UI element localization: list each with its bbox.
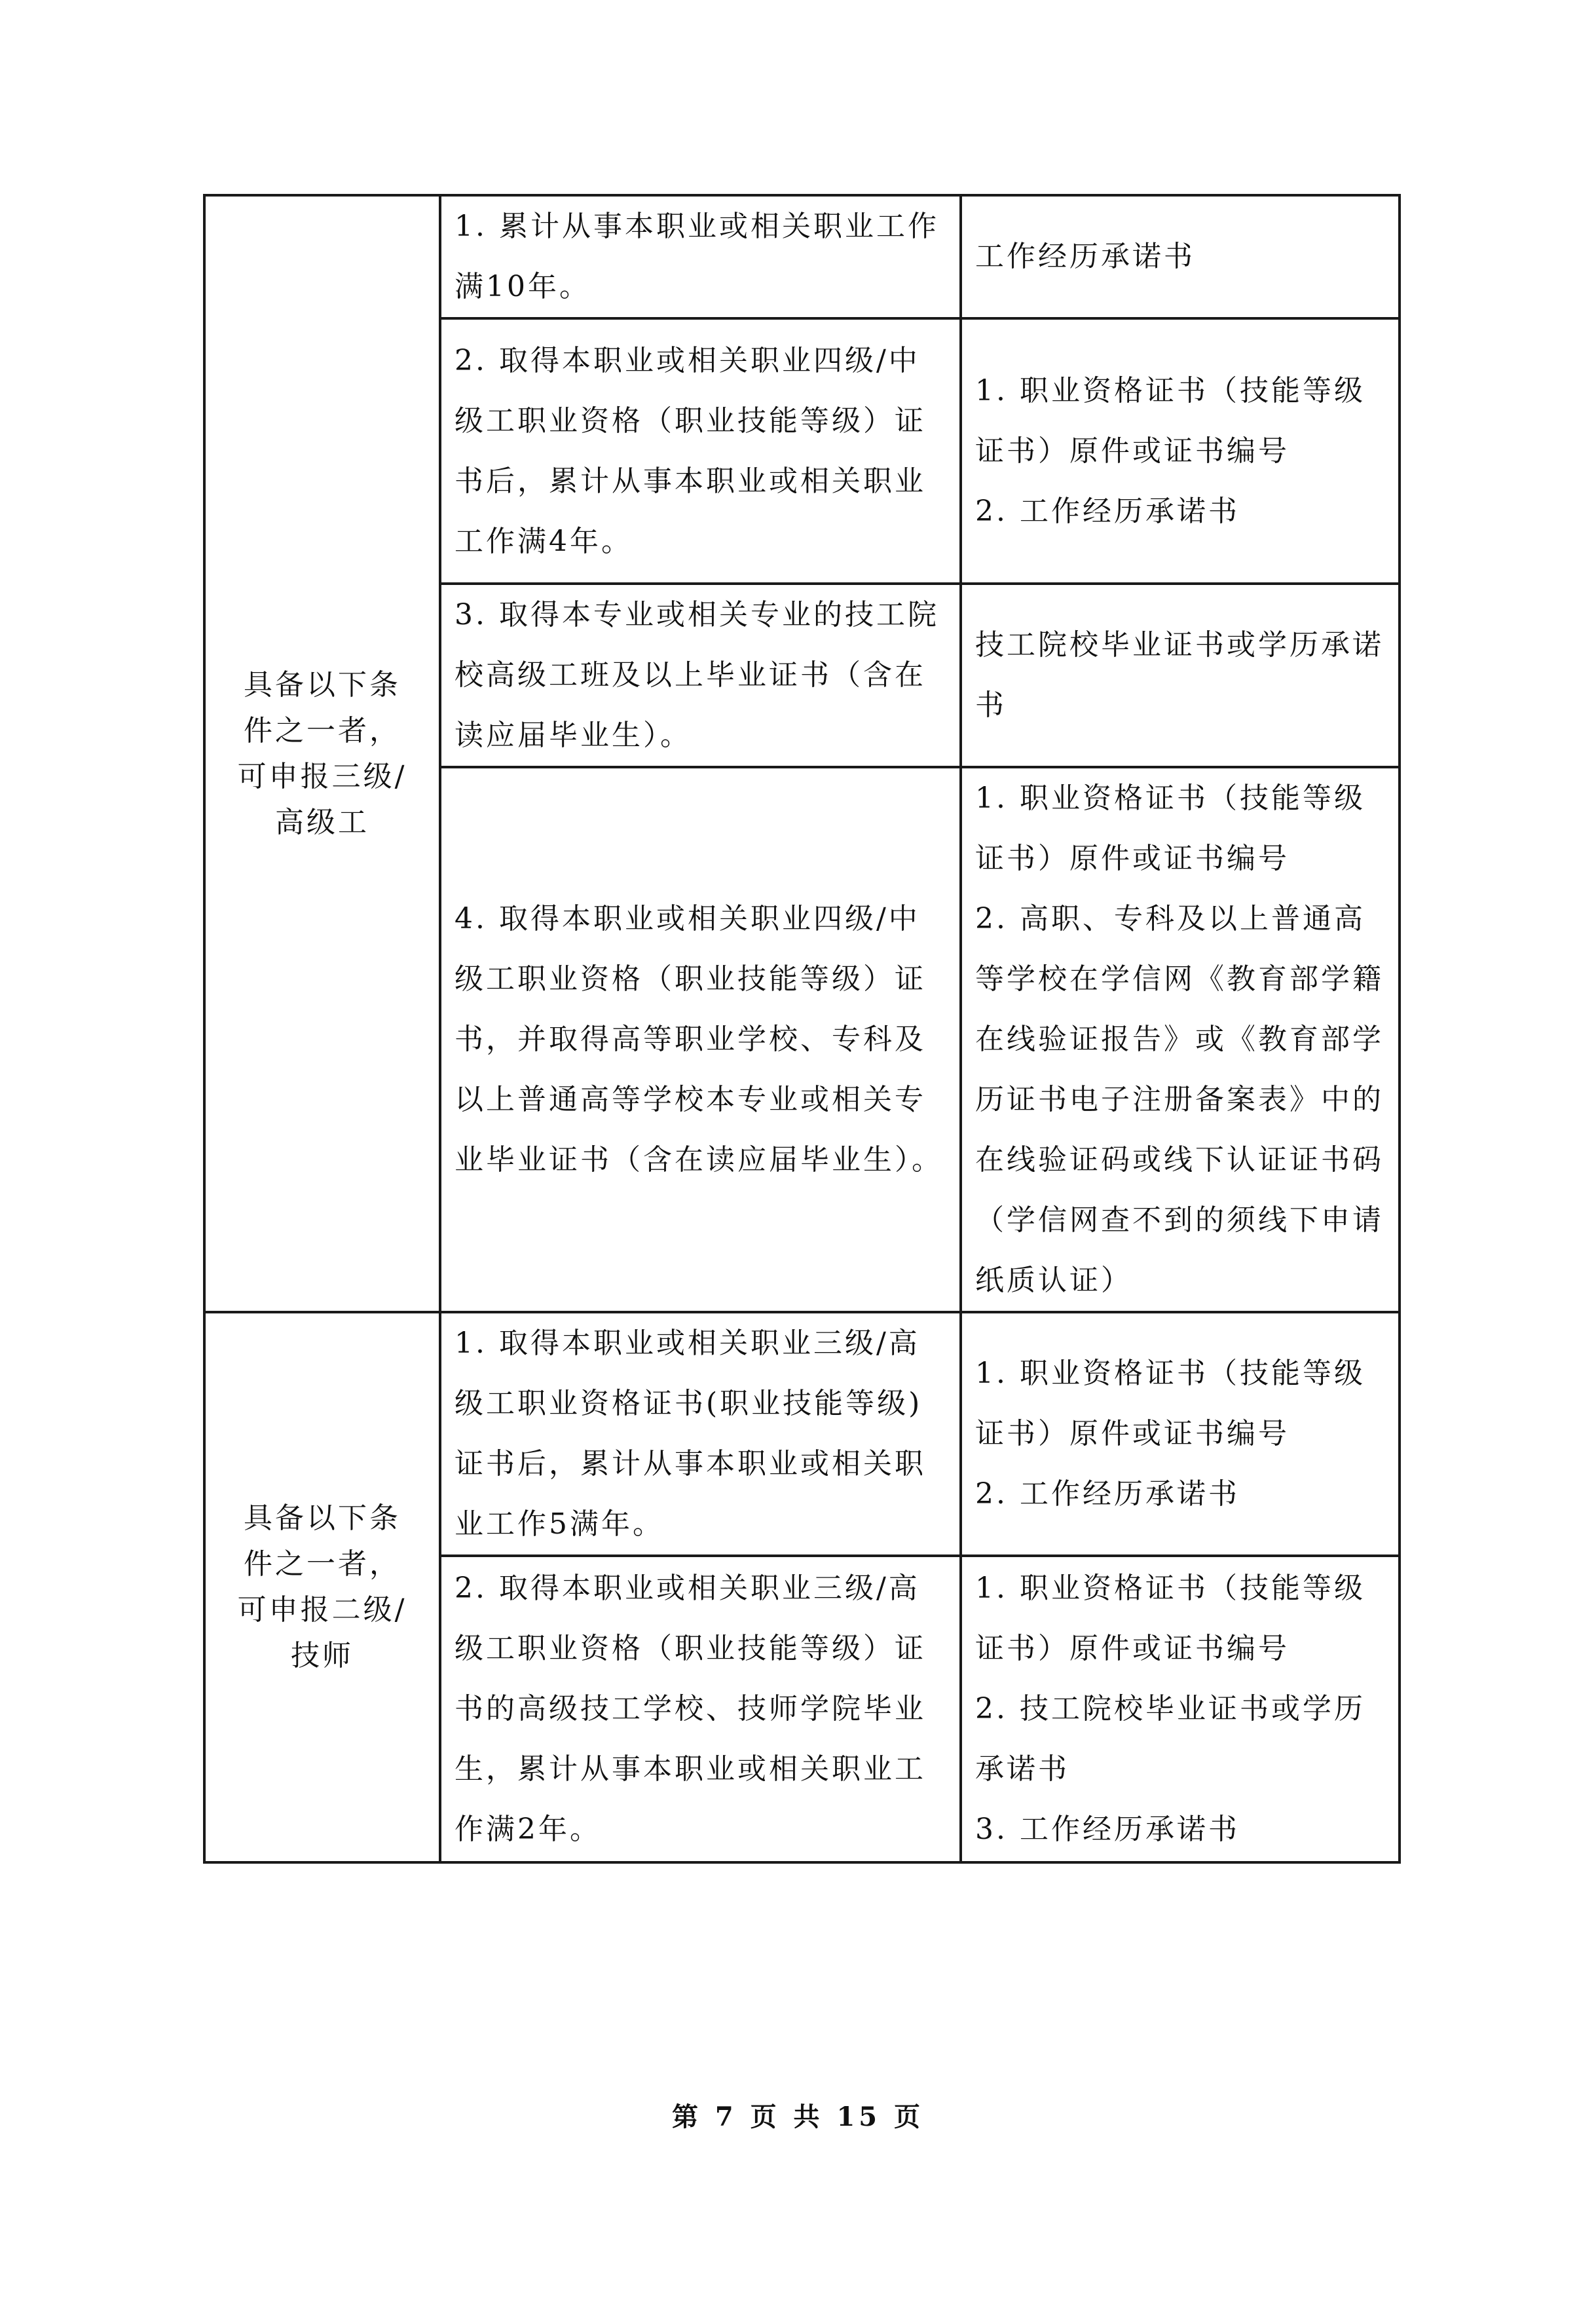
text-line: 2. 工作经历承诺书 bbox=[975, 1477, 1240, 1511]
materials-cell bbox=[961, 1556, 1400, 1862]
text-line: 1. 职业资格证书（技能等级证书）原件或证书编号 bbox=[975, 1572, 1365, 1665]
requirement-cell: 1. 累计从事本职业或相关职业工作满10年。 bbox=[440, 195, 961, 318]
requirement-cell: 2. 取得本职业或相关职业四级/中级工职业资格（职业技能等级）证书后，累计从事本职业或相关职业工作满4年。 bbox=[440, 318, 961, 584]
requirement-cell: 3. 取得本专业或相关专业的技工院校高级工班及以上毕业证书（含在读应届毕业生）。 bbox=[440, 584, 961, 767]
table-row bbox=[204, 195, 1400, 318]
table-row bbox=[204, 1312, 1400, 1556]
requirements-table bbox=[203, 194, 1401, 1864]
requirement-cell: 1. 取得本职业或相关职业三级/高级工职业资格证书(职业技能等级)证书后，累计从事本职业或相关职业工作5满年。 bbox=[440, 1312, 961, 1556]
materials-cell bbox=[961, 767, 1400, 1312]
text-line: 1. 职业资格证书（技能等级证书）原件或证书编号 bbox=[975, 373, 1365, 468]
text-line: 2. 工作经历承诺书 bbox=[975, 494, 1240, 528]
materials-cell: 技工院校毕业证书或学历承诺书 bbox=[961, 584, 1400, 767]
text-line: 1. 职业资格证书（技能等级证书）原件或证书编号 bbox=[975, 782, 1365, 875]
page-number: 第 7 页 共 15 页 bbox=[671, 2101, 925, 2132]
text-line: 3. 工作经历承诺书 bbox=[975, 1813, 1240, 1846]
text-line: 1. 职业资格证书（技能等级证书）原件或证书编号 bbox=[975, 1357, 1365, 1450]
materials-cell: 工作经历承诺书 bbox=[961, 195, 1400, 318]
materials-cell bbox=[961, 318, 1400, 584]
requirement-cell: 4. 取得本职业或相关职业四级/中级工职业资格（职业技能等级）证书，并取得高等职业学校、专科及以上普通高等学校本专业或相关专业毕业证书（含在读应届毕业生）。 bbox=[440, 767, 961, 1312]
category-cell: 具备以下条件之一者，可申报二级/技师 bbox=[204, 1312, 440, 1862]
text-line: 2. 高职、专科及以上普通高等学校在学信网《教育部学籍在线验证报告》或《教育部学历证书电子注册备案表》中的在线验证码或线下认证证书码（学信网查不到的须线下申请纸质认证） bbox=[975, 902, 1384, 1297]
requirement-cell: 2. 取得本职业或相关职业三级/高级工职业资格（职业技能等级）证书的高级技工学校、技师学院毕业生，累计从事本职业或相关职业工作满2年。 bbox=[440, 1556, 961, 1862]
materials-cell bbox=[961, 1312, 1400, 1556]
category-cell: 具备以下条件之一者，可申报三级/高级工 bbox=[204, 195, 440, 1312]
text-line: 2. 技工院校毕业证书或学历承诺书 bbox=[975, 1692, 1365, 1786]
